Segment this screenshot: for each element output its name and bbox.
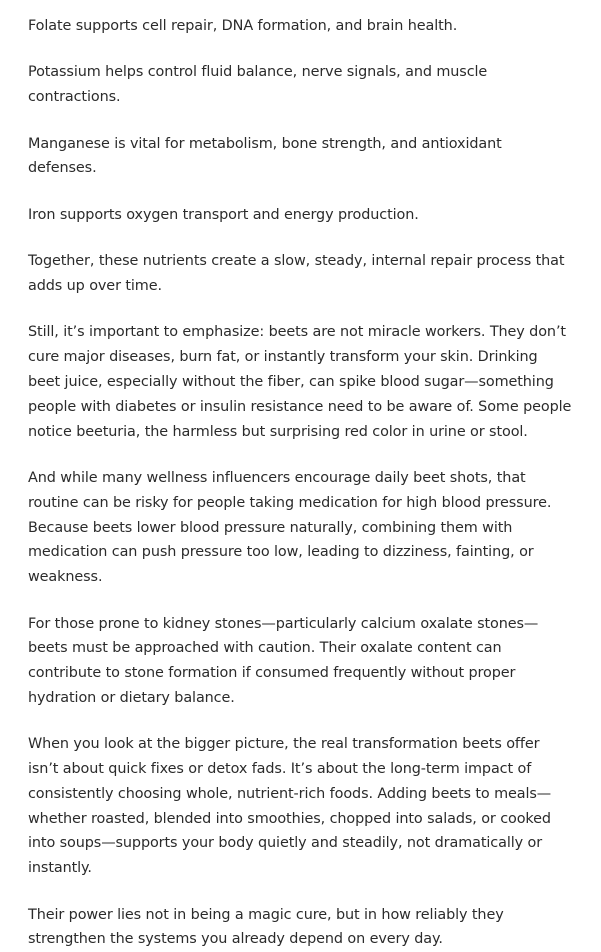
- paragraph-conclusion: Their power lies not in being a magic cure, but in how reliably they strengthen the systems you already depend on every day.: [28, 906, 504, 948]
- paragraph-bigger-picture: When you look at the bigger picture, the real transformation beets offer isn’t about quick fixes or detox fads. It’s about the long-term impact of consistently choosing whole, nutrient-rich foods. Adding beets to meals—whether roasted, blended into smoothies, chopped into salads, or cooked into soups—supports your body quietly and steadily, not dramatically or instantly.: [28, 736, 552, 877]
- paragraph-together: Together, these nutrients create a slow, steady, internal repair process that adds up over time.: [28, 253, 565, 294]
- paragraph-iron: Iron supports oxygen transport and energy production.: [28, 206, 419, 223]
- paragraph-manganese: Manganese is vital for metabolism, bone strength, and antioxidant defenses.: [28, 135, 502, 177]
- paragraph-folate: Folate supports cell repair, DNA formation, and brain health.: [28, 18, 458, 34]
- paragraph-caution: Still, it’s important to emphasize: beets are not miracle workers. They don’t cure major diseases, burn fat, or instantly transform your skin. Drinking beet juice, especially without the fiber, can spike blood sugar—something people with diabetes or insulin resistance need to be aware of. Some people notice beeturia, the harmless but surprising red color in urine or stool.: [28, 324, 572, 440]
- paragraph-kidney-stones: For those prone to kidney stones—particularly calcium oxalate stones—beets must be approached with caution. Their oxalate content can contribute to stone formation if consumed frequently without proper hydration or dietary balance.: [28, 615, 539, 706]
- paragraph-blood-pressure: And while many wellness influencers encourage daily beet shots, that routine can be risky for people taking medication for high blood pressure. Because beets lower blood pressure naturally, combining them with medication can push pressure too low, leading to dizziness, fainting, or weakness.: [28, 469, 552, 586]
- paragraph-potassium: Potassium helps control fluid balance, nerve signals, and muscle contractions.: [28, 64, 488, 106]
